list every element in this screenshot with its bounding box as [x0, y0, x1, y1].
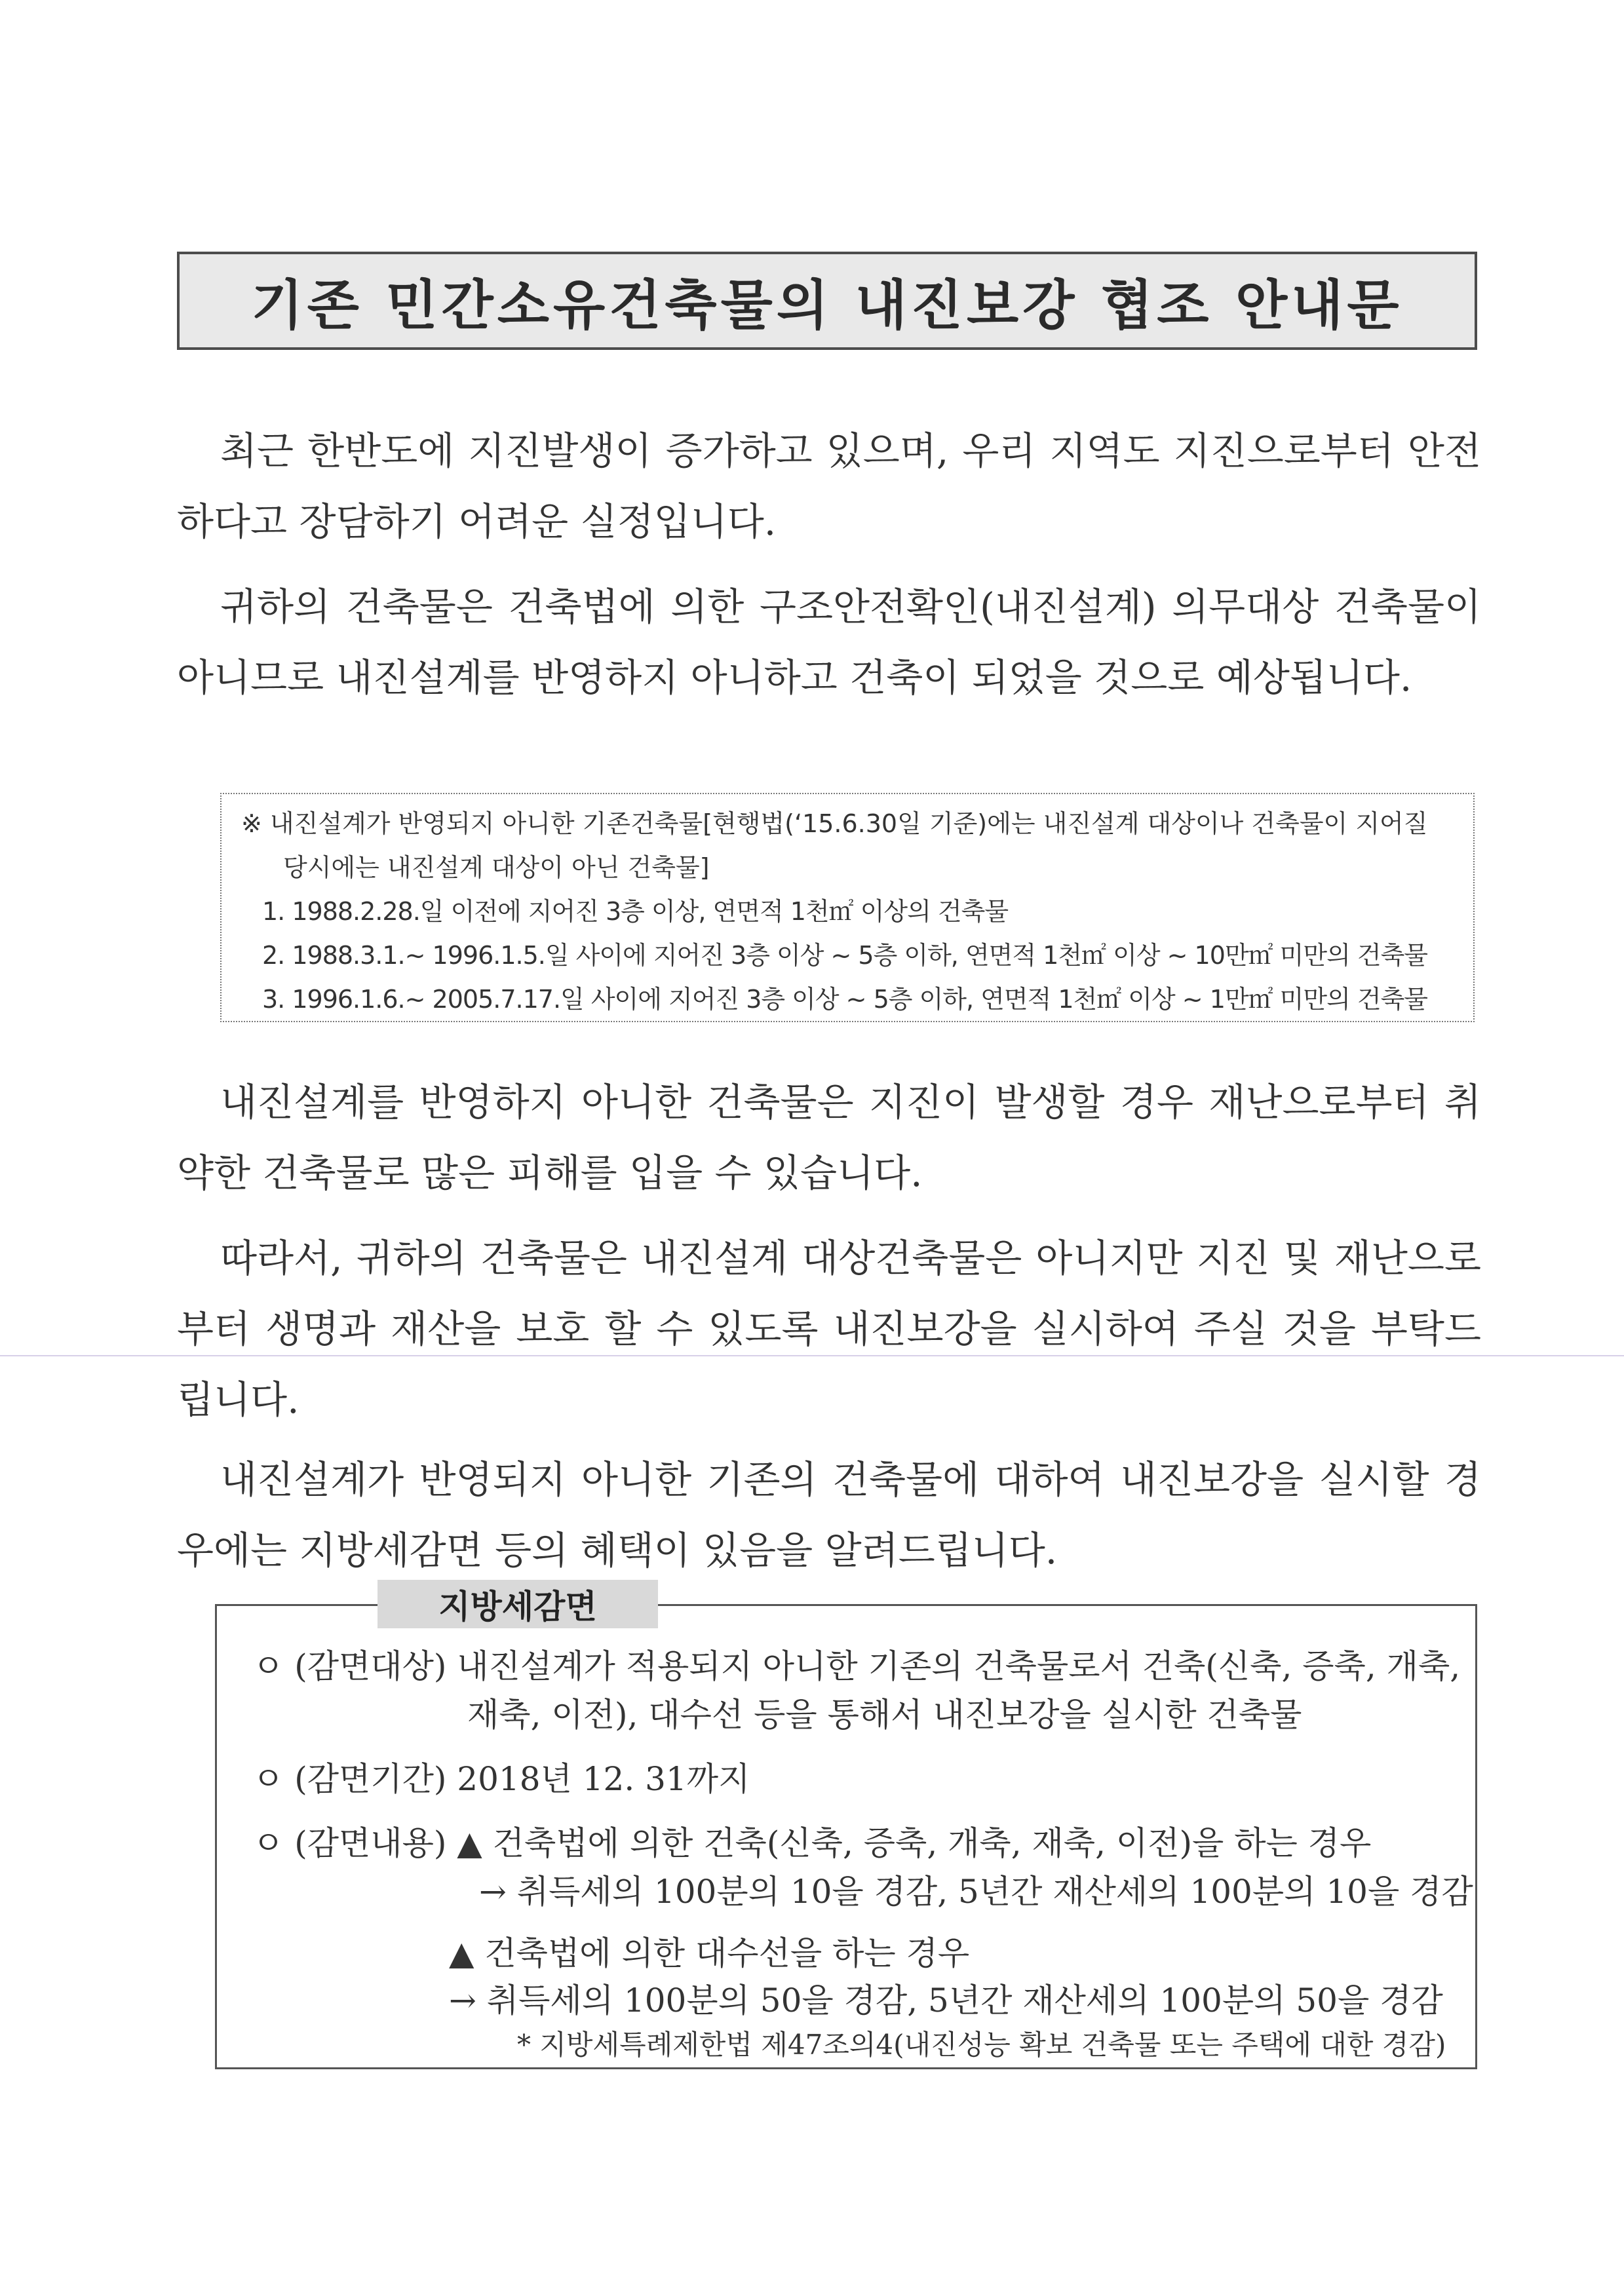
tax-target-line-2: 재축, 이전), 대수선 등을 통해서 내진보강을 실시한 건축물 [467, 1696, 1302, 1734]
tax-content-line-3: ▲ 건축법에 의한 대수선을 하는 경우 [449, 1934, 970, 1972]
tax-footnote: * 지방세특례제한법 제47조의4(내진성능 확보 건축물 또는 주택에 대한 경감) [517, 2029, 1446, 2061]
note-item-3: 3. 1996.1.6.~ 2005.7.17.일 사이에 지어진 3층 이상 ~ 5층 이하, 연면적 1천㎡ 이상 ~ 1만㎡ 미만의 건축물 [262, 985, 1428, 1014]
tax-reduction-label: 지방세감면 [377, 1580, 658, 1628]
note-item-2: 2. 1988.3.1.~ 1996.1.5.일 사이에 지어진 3층 이상 ~ 5층 이하, 연면적 1천㎡ 이상 ~ 10만㎡ 미만의 건축물 [262, 941, 1428, 970]
note-box [220, 793, 1475, 1022]
tax-period: ㅇ (감면기간) 2018년 12. 31까지 [252, 1760, 750, 1798]
paragraph-3: 내진설계를 반영하지 아니한 건축물은 지진이 발생할 경우 재난으로부터 취약한 건축물로 많은 피해를 입을 수 있습니다. [177, 1080, 1481, 1195]
tax-content-line-4: → 취득세의 100분의 50을 경감, 5년간 재산세의 100분의 50을 경감 [449, 1981, 1443, 2019]
tax-target-line-1: ㅇ (감면대상) 내진설계가 적용되지 아니한 기존의 건축물로서 건축(신축, 증축, 개축, [252, 1647, 1461, 1685]
scan-artifact-line [0, 1355, 1624, 1356]
title-box [177, 252, 1477, 350]
note-item-1: 1. 1988.2.28.일 이전에 지어진 3층 이상, 연면적 1천㎡ 이상의 건축물 [262, 897, 1009, 926]
paragraph-5: 내진설계가 반영되지 아니한 기존의 건축물에 대하여 내진보강을 실시할 경우에는 지방세감면 등의 혜택이 있음을 알려드립니다. [177, 1457, 1481, 1573]
paragraph-1: 최근 한반도에 지진발생이 증가하고 있으며, 우리 지역도 지진으로부터 안전하다고 장담하기 어려운 실정입니다. [177, 429, 1481, 544]
page-title: 기존 민간소유건축물의 내진보강 협조 안내문 [251, 274, 1403, 337]
paragraph-4: 따라서, 귀하의 건축물은 내진설계 대상건축물은 아니지만 지진 및 재난으로부터 생명과 재산을 보호 할 수 있도록 내진보강을 실시하여 주실 것을 부탁드립니다. [177, 1236, 1481, 1422]
paragraph-2: 귀하의 건축물은 건축법에 의한 구조안전확인(내진설계) 의무대상 건축물이 아니므로 내진설계를 반영하지 아니하고 건축이 되었을 것으로 예상됩니다. [177, 584, 1481, 700]
note-heading: ※ 내진설계가 반영되지 아니한 기존건축물[현행법(‘15.6.30일 기준)에는 내진설계 대상이나 건축물이 지어질 당시에는 내진설계 대상이 아닌 건축물] [241, 809, 1428, 882]
tax-content-line-1: ㅇ (감면내용) ▲ 건축법에 의한 건축(신축, 증축, 개축, 재축, 이전)을 하는 경우 [252, 1824, 1372, 1862]
tax-reduction-box [215, 1588, 1477, 2069]
tax-content-line-2: → 취득세의 100분의 10을 경감, 5년간 재산세의 100분의 10을 경감 [479, 1873, 1473, 1911]
